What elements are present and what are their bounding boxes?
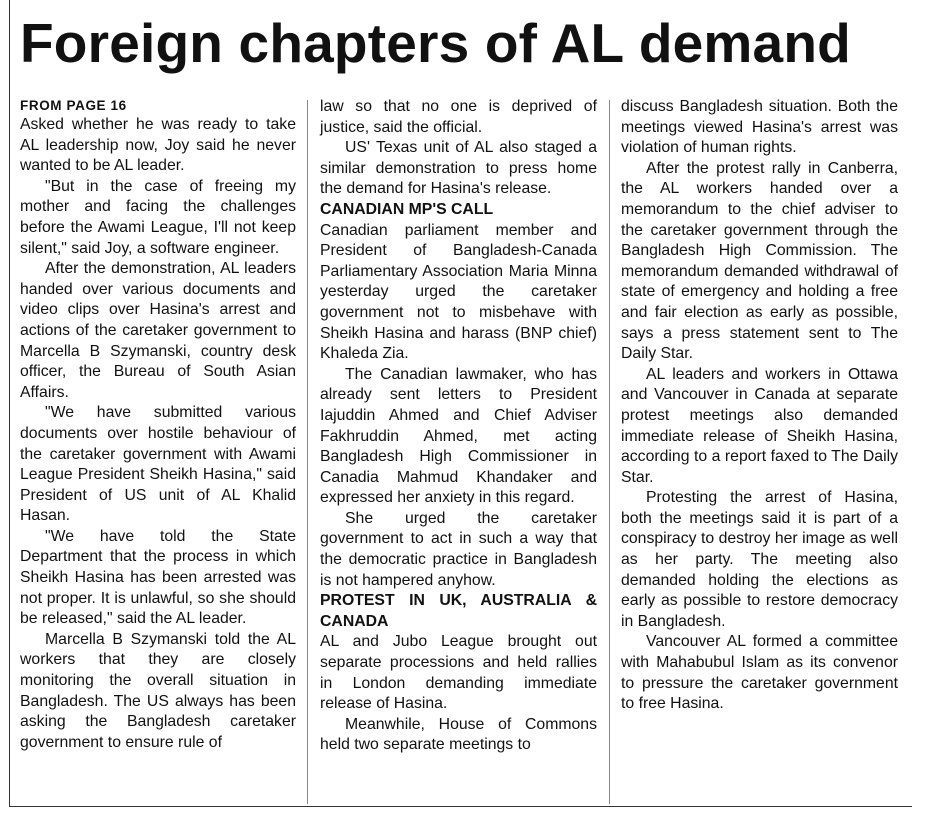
bottom-border-rule [9,806,912,807]
paragraph: AL and Jubo League brought out separate processions and held rallies in London demanding immediate release of Hasina. [320,633,597,713]
subheading-canadian-mp: CANADIAN MP'S CALL [320,200,494,218]
paragraph: The Canadian lawmaker, who has already sent letters to President Iajuddin Ahmed and Chief Adviser Fakhruddin Ahmed, met acting Bangladesh High Commissioner in Canadia Mahmud Khandaker and expressed her anxiety in this regard. [320,365,597,507]
continued-from-kicker: FROM PAGE 16 [20,98,127,113]
paragraph: discuss Bangladesh situation. Both the meetings viewed Hasina's arrest was violation of human rights. [621,98,898,157]
column-2 [320,97,597,756]
column-3 [621,97,898,715]
column-divider [609,100,610,804]
paragraph: After the protest rally in Canberra, the AL workers handed over a memorandum to the chief adviser to the caretaker government through the Bangladesh High Commission. The memorandum demanded withdrawal of state of emergency and holding a free and fair election as early as possible, says a press statement sent to The Daily Star. [621,159,898,363]
paragraph: law so that no one is deprived of justice, said the official. [320,98,597,136]
paragraph: US' Texas unit of AL also staged a similar demonstration to press home the demand for Hasina's release. [320,139,597,198]
paragraph: "But in the case of freeing my mother and facing the challenges before the Awami League, I'll not keep silent," said Joy, a software engineer. [20,177,296,257]
headline: Foreign chapters of AL demand [20,12,851,74]
paragraph: Asked whether he was ready to take AL leadership now, Joy said he never wanted to be AL leader. [20,116,296,175]
paragraph: "We have told the State Department that the process in which Sheikh Hasina has been arrested was not proper. It is unlawful, so she should be released," said the AL leader. [20,527,296,628]
column-divider [307,100,308,804]
paragraph: Vancouver AL formed a committee with Mahabubul Islam as its convenor to pressure the caretaker government to free Hasina. [621,633,898,713]
paragraph: Meanwhile, House of Commons held two separate meetings to [320,715,597,754]
subheading-protest: PROTEST IN UK, AUSTRALIA & CANADA [320,592,597,630]
paragraph: Marcella B Szymanski told the AL workers that they are closely monitoring the overall situation in Bangladesh. The US always has been asking the Bangladesh caretaker government to ensure rule of [20,630,296,751]
column-1 [20,97,296,753]
paragraph: Canadian parliament member and President of Bangladesh-Canada Parliamentary Association Maria Minna yesterday urged the caretaker government not to misbehave with Sheikh Hasina and harass (BNP chief) Khaleda Zia. [320,221,597,363]
paragraph: She urged the caretaker government to act in such a way that the democratic practice in Bangladesh is not hampered anyhow. [320,509,597,589]
paragraph: Protesting the arrest of Hasina, both the meetings said it is part of a conspiracy to destroy her image as well as her party. The meeting also demanded holding the elections as early as possible to restore democracy in Bangladesh. [621,489,898,630]
paragraph: AL leaders and workers in Ottawa and Vancouver in Canada at separate protest meetings also demanded immediate release of Sheikh Hasina, according to a report faxed to The Daily Star. [621,365,898,486]
left-border-rule [9,0,10,806]
paragraph: After the demonstration, AL leaders handed over various documents and video clips over Hasina's arrest and actions of the caretaker government to Marcella B Szymanski, country desk officer, the Bureau of South Asian Affairs. [20,260,296,401]
paragraph: "We have submitted various documents over hostile behaviour of the caretaker government with Awami League President Sheikh Hasina," said President of US unit of AL Khalid Hasan. [20,404,296,525]
